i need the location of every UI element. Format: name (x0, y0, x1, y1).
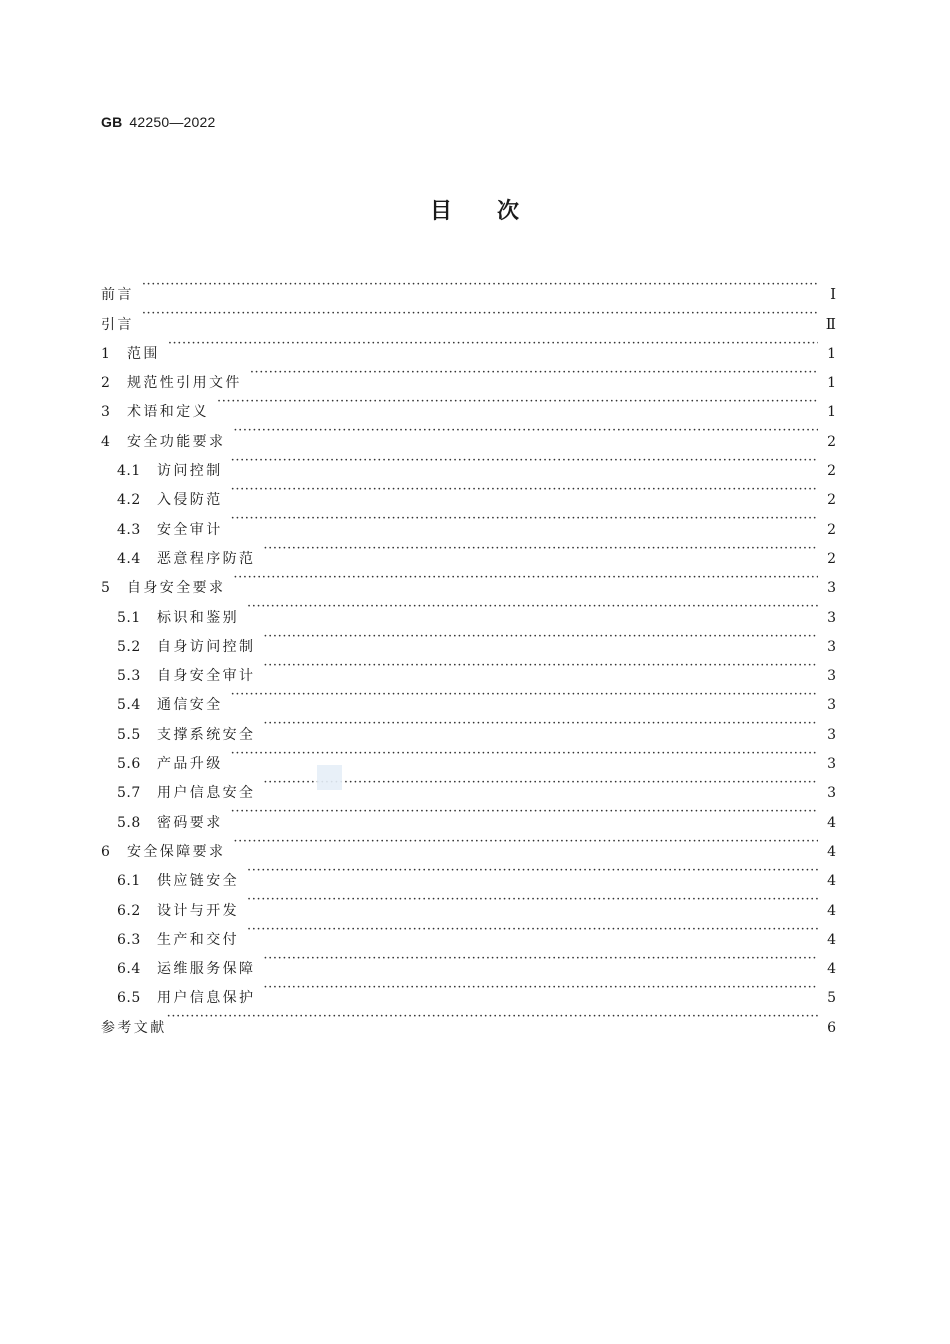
toc-entry-label: 支撑系统安全 (157, 726, 256, 743)
toc-entry-number: 1 (101, 345, 111, 362)
toc-entry-page: 1 (827, 404, 836, 421)
toc-entry-page: 6 (827, 1019, 836, 1036)
standard-number: 42250—2022 (129, 114, 216, 130)
toc-entry-label: 设计与开发 (157, 902, 239, 919)
toc-entry-page: 5 (827, 990, 836, 1007)
toc-entry-page: 3 (827, 609, 836, 626)
toc-entry[interactable] (101, 358, 836, 392)
toc-entry-page: 1 (827, 375, 836, 392)
toc-entry-label: 安全审计 (157, 521, 223, 538)
toc-entry-page: 4 (827, 873, 836, 890)
toc-entry-number: 6.1 (117, 873, 141, 890)
toc-entry-label: 密码要求 (157, 814, 223, 831)
toc-dot-leader (167, 1002, 818, 1031)
toc-entry-page: 4 (827, 931, 836, 948)
toc-entry-page: 3 (827, 580, 836, 597)
toc-entry-number: 5.4 (117, 697, 141, 714)
toc-entry-label: 范围 (127, 345, 160, 362)
toc-entry-number: 5.7 (117, 785, 141, 802)
toc-dot-leader (263, 622, 818, 651)
toc-dot-leader (217, 387, 818, 416)
title-char-1: 目 (429, 199, 453, 224)
toc-dot-leader (231, 797, 818, 826)
toc-dot-leader (263, 534, 818, 563)
toc-entry-number: 4.4 (117, 550, 141, 567)
toc-entry-label: 规范性引用文件 (127, 375, 242, 392)
toc-entry-page: 2 (827, 521, 836, 538)
toc-dot-leader (231, 739, 818, 768)
toc-entry[interactable] (101, 416, 836, 450)
toc-dot-leader (142, 299, 818, 328)
toc-entry-page: 3 (827, 726, 836, 743)
toc-entry-label: 生产和交付 (157, 931, 239, 948)
toc-dot-leader (168, 329, 818, 358)
toc-entry-page: 3 (827, 697, 836, 714)
toc-entry-label: 用户信息保护 (157, 990, 256, 1007)
toc-entry-page: 3 (827, 785, 836, 802)
toc-entry-number: 5.8 (117, 814, 141, 831)
toc-dot-leader (263, 651, 818, 680)
toc-entry-label: 供应链安全 (157, 873, 239, 890)
standard-prefix: GB (101, 114, 123, 130)
watermark-mark (317, 765, 342, 790)
table-of-contents (101, 270, 836, 1036)
toc-entry-number: 6.4 (117, 961, 141, 978)
toc-entry-number: 6.2 (117, 902, 141, 919)
toc-entry-number: 6 (101, 843, 111, 860)
toc-entry-number: 5.1 (117, 609, 141, 626)
toc-dot-leader (233, 827, 818, 856)
toc-entry-page: 2 (827, 433, 836, 450)
toc-dot-leader (247, 592, 818, 621)
toc-entry-page: Ⅱ (825, 314, 836, 333)
toc-dot-leader (247, 915, 818, 944)
toc-dot-leader (263, 944, 818, 973)
toc-entry-page: 3 (827, 756, 836, 773)
toc-entry-number: 4.1 (117, 463, 141, 480)
toc-entry-number: 5 (101, 580, 111, 597)
toc-entry-label: 安全功能要求 (127, 433, 226, 450)
toc-entry-page: 3 (827, 668, 836, 685)
toc-entry-number: 5.2 (117, 638, 141, 655)
toc-entry-page: 4 (827, 814, 836, 831)
toc-entry-number: 5.3 (117, 668, 141, 685)
toc-entry-page: 2 (827, 463, 836, 480)
toc-dot-leader (250, 358, 818, 387)
toc-entry-page: 3 (827, 638, 836, 655)
toc-entry-label: 参考文献 (101, 1019, 167, 1036)
toc-entry-label: 安全保障要求 (127, 843, 226, 860)
toc-entry[interactable] (101, 299, 836, 333)
toc-entry-number: 5.5 (117, 726, 141, 743)
toc-dot-leader (233, 563, 818, 592)
standard-code (101, 114, 215, 130)
toc-entry-page: 2 (827, 550, 836, 567)
toc-dot-leader (263, 709, 818, 738)
toc-entry[interactable] (101, 1002, 836, 1036)
toc-entry-number: 4 (101, 433, 111, 450)
toc-entry-label: 前言 (101, 287, 134, 304)
toc-entry[interactable] (101, 270, 836, 304)
toc-dot-leader (231, 475, 818, 504)
toc-dot-leader (142, 270, 818, 299)
toc-dot-leader (247, 885, 818, 914)
title-char-2: 次 (497, 199, 521, 224)
toc-entry-number: 6.3 (117, 931, 141, 948)
toc-entry-page: 4 (827, 902, 836, 919)
toc-dot-leader (263, 973, 818, 1002)
toc-dot-leader (247, 856, 818, 885)
toc-entry-number: 3 (101, 404, 111, 421)
toc-entry-label: 术语和定义 (127, 404, 209, 421)
toc-entry-label: 产品升级 (157, 756, 223, 773)
toc-entry-number: 5.6 (117, 756, 141, 773)
toc-entry-number: 4.3 (117, 521, 141, 538)
toc-entry-number: 4.2 (117, 492, 141, 509)
toc-dot-leader (263, 768, 818, 797)
toc-entry-page: 4 (827, 843, 836, 860)
toc-entry-label: 引言 (101, 316, 134, 333)
toc-entry-number: 2 (101, 375, 111, 392)
toc-entry-page: 1 (827, 345, 836, 362)
toc-entry-label: 通信安全 (157, 697, 223, 714)
toc-entry-label: 运维服务保障 (157, 961, 256, 978)
toc-dot-leader (233, 416, 818, 445)
toc-entry-label: 访问控制 (157, 463, 223, 480)
toc-entry-number: 6.5 (117, 990, 141, 1007)
toc-entry-label: 自身访问控制 (157, 638, 256, 655)
toc-entry-label: 自身安全要求 (127, 580, 226, 597)
toc-entry-label: 入侵防范 (157, 492, 223, 509)
toc-entry-page: 4 (827, 961, 836, 978)
toc-dot-leader (231, 446, 818, 475)
toc-entry-page: 2 (827, 492, 836, 509)
toc-entry-page: Ⅰ (830, 285, 836, 304)
toc-dot-leader (231, 680, 818, 709)
page-title (0, 194, 950, 225)
toc-dot-leader (231, 504, 818, 533)
toc-entry-label: 自身安全审计 (157, 668, 256, 685)
toc-entry-label: 用户信息安全 (157, 785, 256, 802)
toc-entry-label: 恶意程序防范 (157, 550, 256, 567)
toc-entry-label: 标识和鉴别 (157, 609, 239, 626)
toc-entry[interactable] (101, 329, 836, 362)
